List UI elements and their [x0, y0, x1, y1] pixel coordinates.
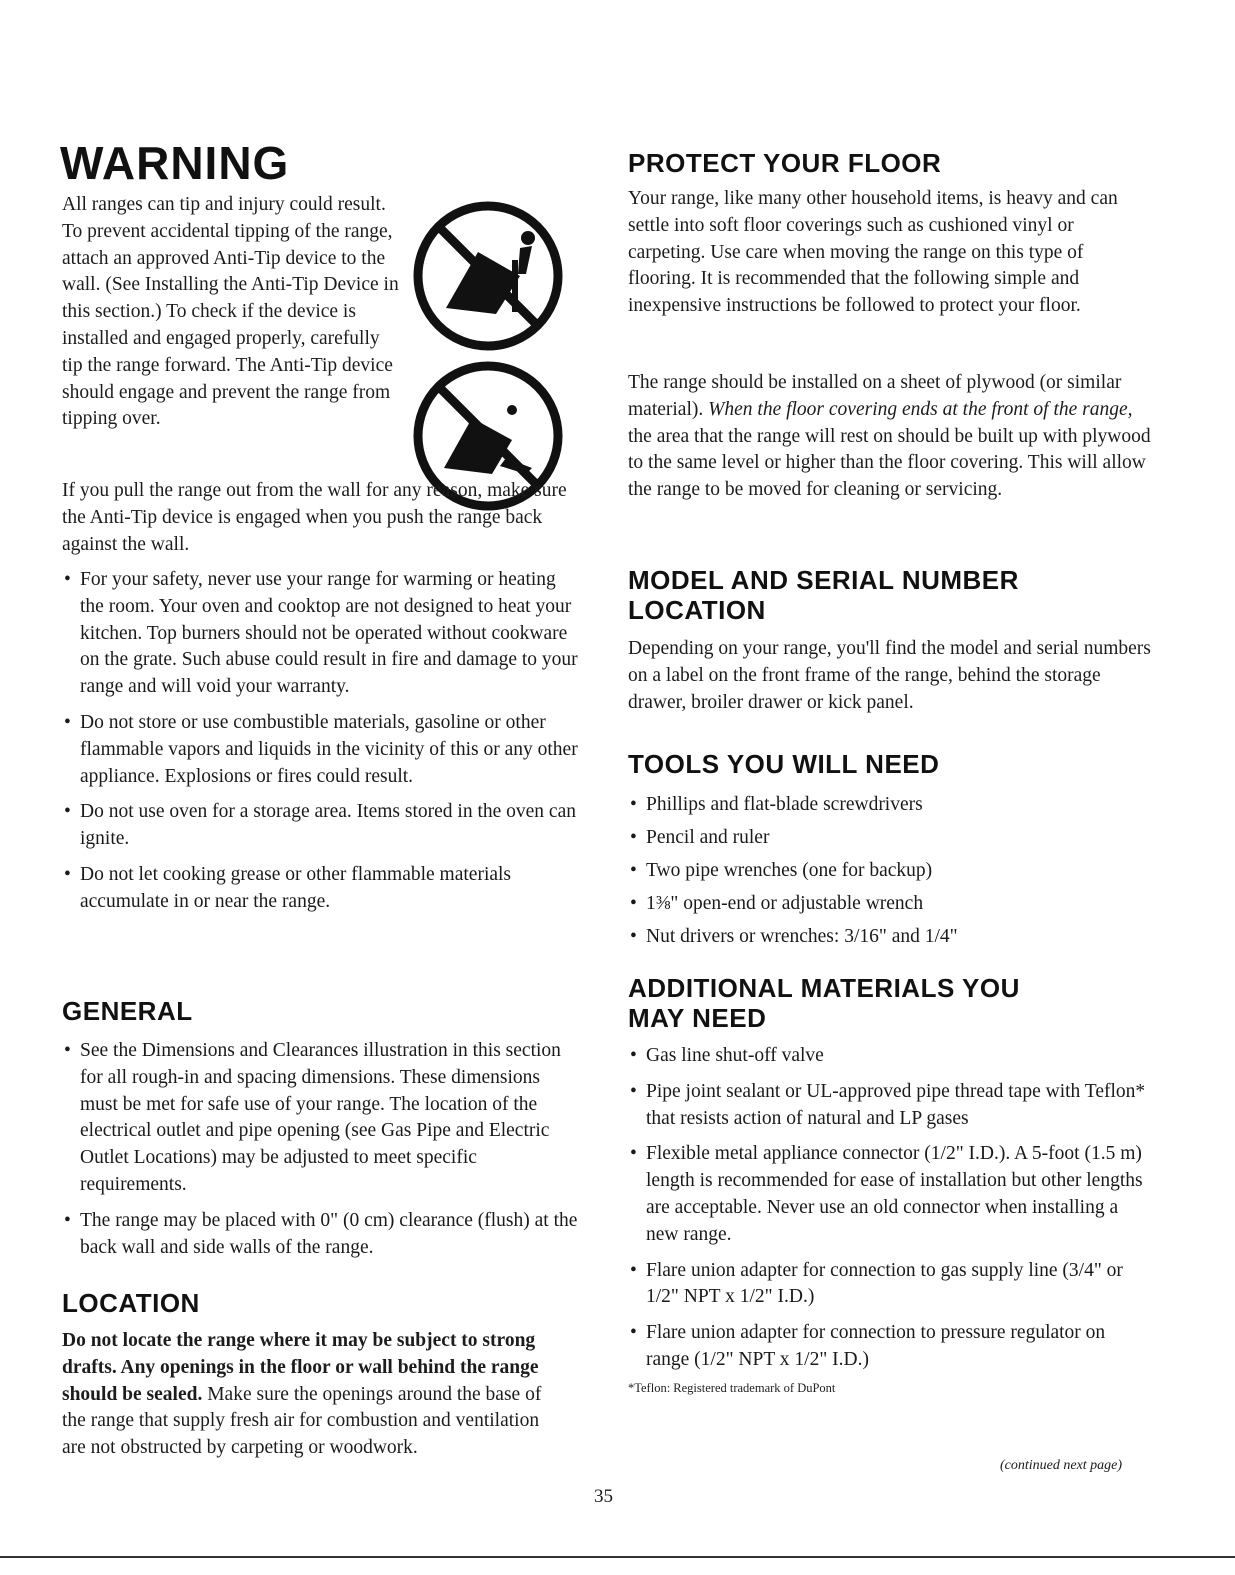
- warning-heading: WARNING: [60, 137, 290, 189]
- no-tip-range-icon: [408, 196, 568, 356]
- warning-bullet-list: [62, 567, 582, 925]
- materials-heading: [628, 973, 1020, 1033]
- materials-list: [628, 1043, 1153, 1383]
- warning-pull-out-note: If you pull the range out from the wall for any reason, make sure the Anti-Tip device is engaged when you push the range back against the wall.: [62, 480, 567, 555]
- list-item: • For your safety, never use your range for warming or heating the room. Your oven and cooktop are not designed to heat your kitchen. Top burners should not be operated without cookware on the grate. Such abuse could result in fire and damage to your range and will void your warranty.: [62, 567, 582, 701]
- page-number: 35: [594, 1486, 613, 1507]
- list-item: • Flare union adapter for connection to pressure regulator on range (1/2" NPT x 1/2" I.D.): [628, 1320, 1153, 1374]
- protect-para2-end: the area that the range will rest on should be built up with plywood to the same level or higher than the floor covering. This will allow the range to be moved for cleaning or servicing.: [628, 425, 1151, 501]
- location-rest: Make sure the openings around the base of the range that supply fresh air for combustion and ventilation are not obstructed by carpeting or woodwork.: [62, 1383, 542, 1459]
- bottom-rule: [0, 1556, 1235, 1558]
- list-item: • Flare union adapter for connection to gas supply line (3/4" or 1/2" NPT x 1/2" I.D.): [628, 1258, 1153, 1312]
- list-item: • Pipe joint sealant or UL-approved pipe thread tape with Teflon* that resists action of natural and LP gases: [628, 1079, 1153, 1133]
- continued-next-page: (continued next page): [1000, 1458, 1123, 1473]
- tools-heading: TOOLS YOU WILL NEED: [628, 749, 940, 779]
- list-item: • Nut drivers or wrenches: 3/16" and 1/4": [628, 920, 1148, 953]
- location-bold-warning: Do not locate the range where it may be subject to strong drafts. Any openings in the floor or wall behind the range should be sealed.: [62, 1330, 539, 1405]
- protect-para2-italic: When the floor covering ends at the front of the range,: [708, 398, 1133, 420]
- materials-heading-line2: MAY NEED: [628, 1003, 767, 1033]
- teflon-footnote: *Teflon: Registered trademark of DuPont: [628, 1381, 836, 1395]
- general-bullet-list: [62, 1038, 582, 1270]
- list-item: • Gas line shut-off valve: [628, 1043, 1153, 1070]
- list-item: • See the Dimensions and Clearances illustration in this section for all rough-in and spacing dimensions. These dimensions must be met for safe use of your range. The location of the electrical outlet and pipe opening (see Gas Pipe and Electric Outlet Locations) may be adjusted to meet specific requirements.: [62, 1038, 582, 1199]
- warning-intro: All ranges can tip and injury could result. To prevent accidental tipping of the range, attach an approved Anti-Tip device to the wall. (See Installing the Anti-Tip Device in this section.) To check if the device is installed and engaged properly, carefully tip the range forward. The Anti-Tip device should engage and prevent the range from tipping over.: [62, 194, 399, 430]
- list-item: • Pencil and ruler: [628, 821, 1148, 854]
- protect-floor-heading: PROTECT YOUR FLOOR: [628, 148, 942, 178]
- list-item: • Do not store or use combustible materials, gasoline or other flammable vapors and liquids in the vicinity of this or any other appliance. Explosions or fires could result.: [62, 710, 582, 790]
- list-item: • The range may be placed with 0" (0 cm) clearance (flush) at the back wall and side walls of the range.: [62, 1208, 582, 1262]
- tools-list: [628, 788, 1148, 953]
- model-heading-line1: MODEL AND SERIAL NUMBER: [628, 565, 1019, 595]
- model-serial-text: Depending on your range, you'll find the model and serial numbers on a label on the front frame of the range, behind the storage drawer, broiler drawer or kick panel.: [628, 638, 1151, 713]
- materials-heading-line1: ADDITIONAL MATERIALS YOU: [628, 973, 1020, 1003]
- list-item: • Phillips and flat-blade screwdrivers: [628, 788, 1148, 821]
- location-heading: LOCATION: [62, 1288, 200, 1318]
- list-item: • Do not let cooking grease or other flammable materials accumulate in or near the range.: [62, 862, 582, 916]
- protect-floor-para2: [628, 370, 1153, 504]
- protect-para2-start: The range should be installed on a sheet of plywood (or similar material).: [628, 372, 1122, 420]
- location-text: [62, 1328, 562, 1462]
- protect-floor-para1: Your range, like many other household items, is heavy and can settle into soft floor coverings such as cushioned vinyl or carpeting. Use care when moving the range on this type of flooring. It is recommended that the following simple and inexpensive instructions be followed to protect your floor.: [628, 188, 1118, 317]
- list-item: • Flexible metal appliance connector (1/2" I.D.). A 5-foot (1.5 m) length is recommended for ease of installation but other lengths are acceptable. Never use an old connector when installing a new range.: [628, 1141, 1153, 1248]
- general-heading: GENERAL: [62, 996, 193, 1026]
- model-serial-heading: [628, 565, 1019, 625]
- list-item: • Do not use oven for a storage area. Items stored in the oven can ignite.: [62, 799, 582, 853]
- list-item: • 1⅜" open-end or adjustable wrench: [628, 887, 1148, 920]
- list-item: • Two pipe wrenches (one for backup): [628, 854, 1148, 887]
- model-heading-line2: LOCATION: [628, 595, 766, 625]
